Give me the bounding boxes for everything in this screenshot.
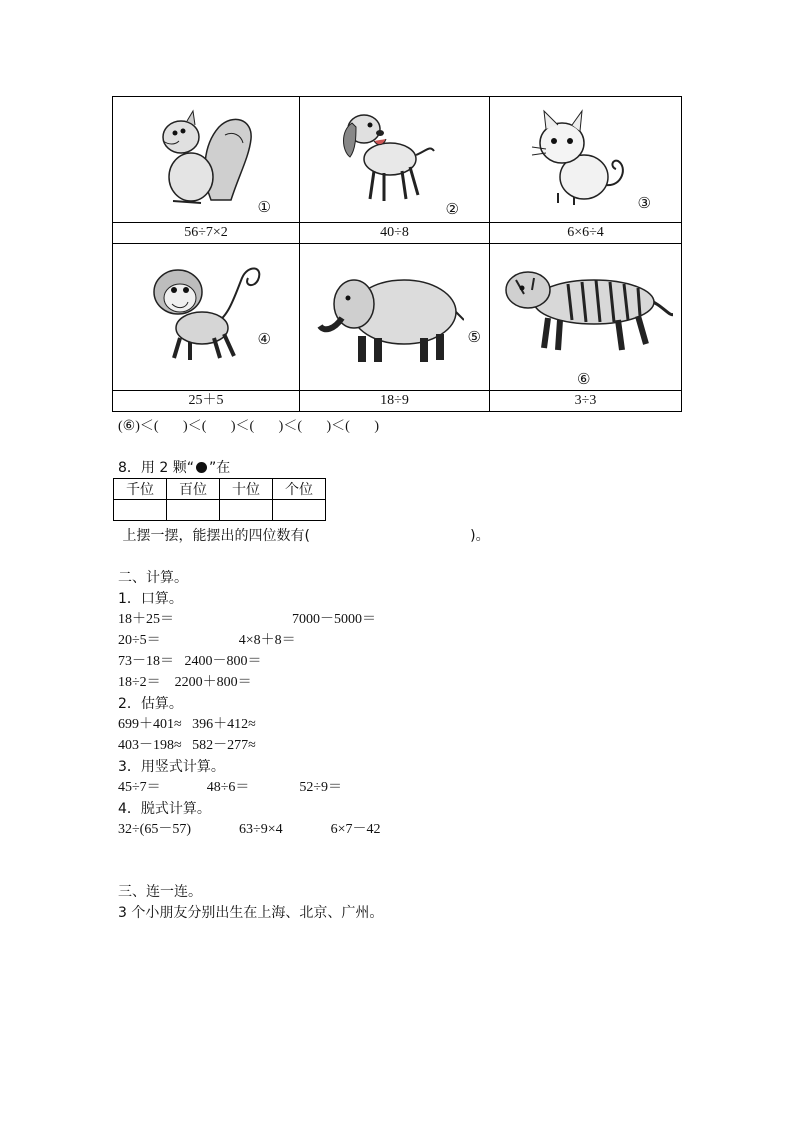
oral-line-4: 18÷2＝ 2200＋800＝	[118, 675, 252, 690]
estimate-line-2: 403－198≈ 582－277≈	[118, 738, 256, 753]
cell-squirrel	[113, 97, 300, 223]
cat-icon	[518, 107, 638, 212]
section3-title: 三、连一连。	[118, 884, 202, 900]
estimate-line-1: 699＋401≈ 396＋412≈	[118, 717, 256, 732]
expr-cell: 18÷9	[300, 391, 490, 412]
sc-c: 6×7－42	[330, 822, 381, 837]
sc-a: 32÷(65－57)	[118, 822, 192, 837]
place-value-table	[113, 478, 326, 521]
q8-intro	[118, 458, 230, 478]
blank-cell	[167, 500, 220, 521]
tiger-icon	[498, 260, 673, 360]
oral-1b: 7000－5000＝	[292, 612, 376, 627]
q8-tail: 上摆一摆，能摆出的四位数有( )。	[118, 528, 490, 544]
section3-text: 3 个小朋友分别出生在上海、北京、广州。	[118, 905, 384, 921]
sc-b: 63÷9×4	[239, 822, 283, 837]
cell-monkey	[113, 244, 300, 391]
expr-cell: 25＋5	[113, 391, 300, 412]
vertical-calc-title: 3．用竖式计算。	[118, 759, 225, 775]
header-thousands: 千位	[114, 479, 167, 500]
monkey-icon	[138, 258, 268, 368]
oral-line-3: 73－18＝ 2400－800＝	[118, 654, 262, 669]
q8-intro-a: 8．用 2 颗“	[118, 460, 194, 476]
animal-table	[112, 96, 682, 412]
section2-title: 二、计算。	[118, 570, 188, 586]
expr-cell: 40÷8	[300, 223, 490, 244]
q8-intro-b: ”在	[208, 460, 231, 476]
vertical-calc-line	[118, 778, 342, 798]
oral-line-1	[118, 610, 376, 630]
bead-dot-icon	[196, 462, 207, 473]
vc-a: 45÷7＝	[118, 780, 161, 795]
cell-elephant	[300, 244, 490, 391]
dog-icon	[330, 101, 450, 211]
oral-2a: 20÷5＝	[118, 633, 161, 648]
animal-number: ⑥	[577, 370, 591, 388]
stepwise-calc-title: 4．脱式计算。	[118, 801, 211, 817]
cell-tiger	[490, 244, 682, 391]
oral-2b: 4×8＋8＝	[238, 633, 296, 648]
blank-cell	[114, 500, 167, 521]
expr-cell: 6×6÷4	[490, 223, 682, 244]
header-hundreds: 百位	[167, 479, 220, 500]
animal-number: ⑤	[467, 328, 481, 346]
cell-dog	[300, 97, 490, 223]
animal-number: ①	[257, 198, 271, 216]
animal-number: ④	[257, 330, 271, 348]
stepwise-calc-line	[118, 820, 381, 840]
expr-cell: 56÷7×2	[113, 223, 300, 244]
elephant-icon	[314, 268, 464, 368]
animal-number: ②	[445, 200, 459, 218]
blank-cell	[273, 500, 326, 521]
oral-1a: 18＋25＝	[118, 612, 174, 627]
header-ones: 个位	[273, 479, 326, 500]
blank-cell	[220, 500, 273, 521]
cell-cat	[490, 97, 682, 223]
order-blanks: (⑥)＜( )＜( )＜( )＜( )＜( )	[118, 419, 379, 434]
squirrel-icon	[141, 105, 261, 210]
oral-line-2	[118, 631, 296, 651]
oral-calc-title: 1．口算。	[118, 591, 183, 607]
expr-cell: 3÷3	[490, 391, 682, 412]
vc-c: 52÷9＝	[299, 780, 343, 795]
header-tens: 十位	[220, 479, 273, 500]
estimate-title: 2．估算。	[118, 696, 183, 712]
vc-b: 48÷6＝	[206, 780, 250, 795]
animal-number: ③	[637, 194, 651, 212]
